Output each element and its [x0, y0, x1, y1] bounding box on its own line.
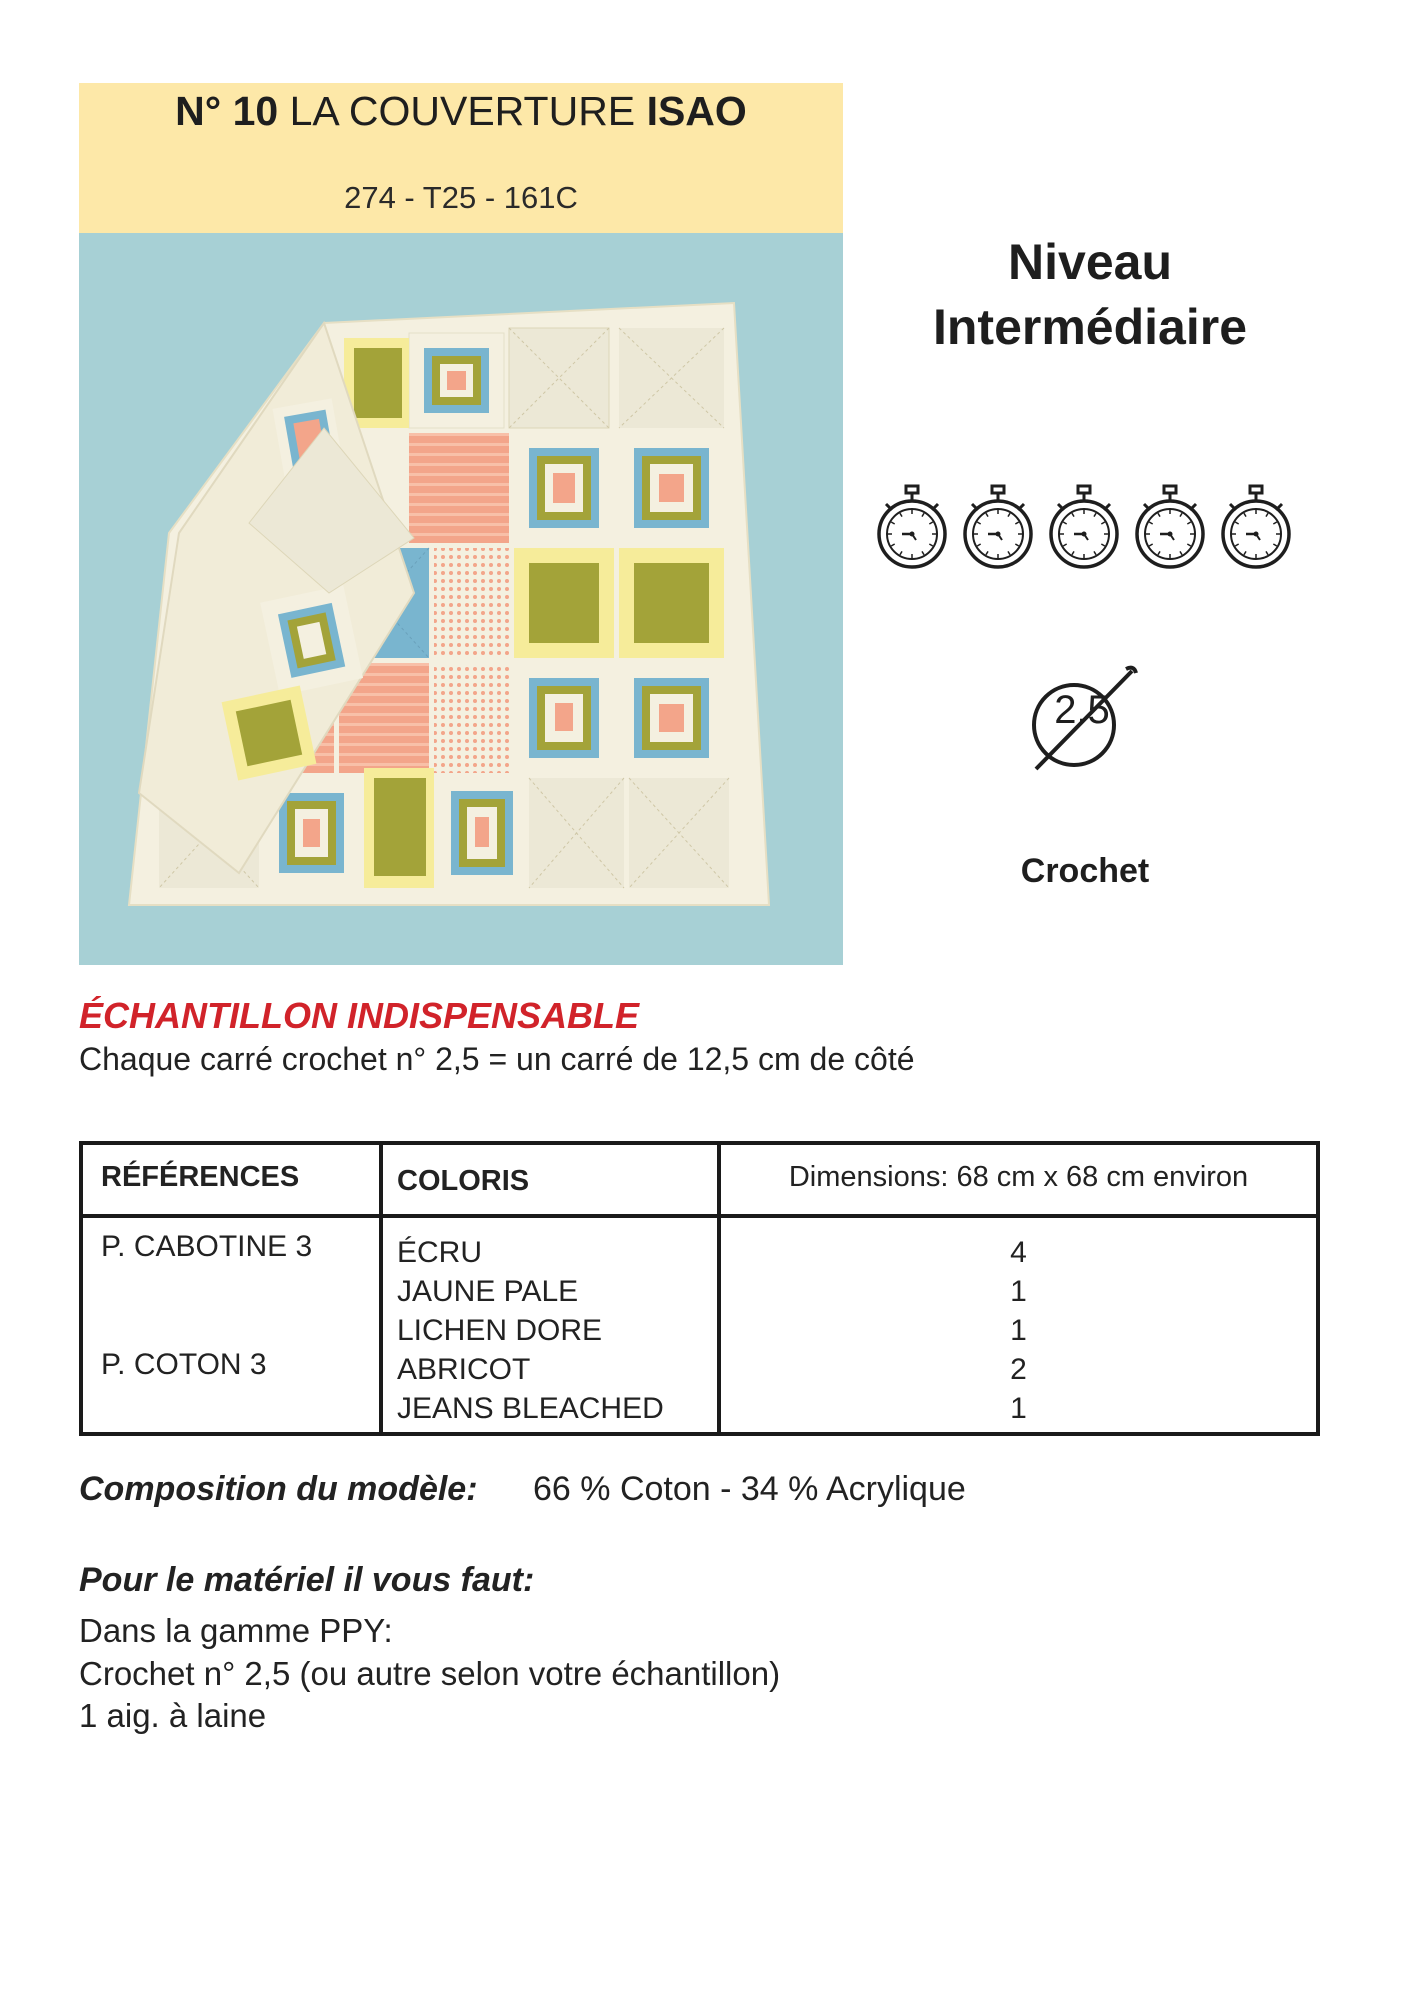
materials-line: Crochet n° 2,5 (ou autre selon votre échantillon): [79, 1655, 781, 1692]
difficulty-level: [880, 230, 1300, 360]
yarn-table: [79, 1141, 1320, 1436]
table-cell-color: JAUNE PALE: [397, 1275, 579, 1308]
blanket-illustration: [79, 233, 843, 965]
table-cell-color: ÉCRU: [397, 1236, 483, 1269]
tool-label: Crochet: [1020, 852, 1150, 890]
table-cell-quantity: 2: [1010, 1353, 1027, 1386]
pattern-title: LA COUVERTURE: [289, 88, 636, 134]
stopwatch-icon: [965, 486, 1031, 567]
table-header-divider: [83, 1214, 1316, 1218]
stopwatch-icons: [876, 484, 1296, 574]
stopwatch-icon: [1051, 486, 1117, 567]
composition-value: 66 % Coton - 34 % Acrylique: [533, 1470, 966, 1508]
stopwatch-icon: [879, 486, 945, 567]
page-title: [79, 86, 843, 136]
table-header-dimensions: Dimensions: 68 cm x 68 cm environ: [788, 1161, 1249, 1193]
table-cell-color: LICHEN DORE: [397, 1314, 603, 1347]
reference-code: 274 - T25 - 161C: [344, 180, 578, 215]
materials-line: Dans la gamme PPY:: [79, 1612, 393, 1649]
blanket-photo: [79, 233, 843, 965]
table-cell-reference: P. COTON 3: [101, 1348, 267, 1381]
gauge-text: Chaque carré crochet n° 2,5 = un carré de 12,5 cm de côté: [79, 1041, 915, 1077]
hook-size: 2.5: [1054, 688, 1110, 732]
table-cell-reference: P. CABOTINE 3: [101, 1230, 313, 1263]
pattern-name: ISAO: [646, 88, 747, 134]
table-cell-color: JEANS BLEACHED: [397, 1392, 664, 1425]
composition-label: Composition du modèle:: [79, 1470, 478, 1508]
gauge-heading: ÉCHANTILLON INDISPENSABLE: [79, 995, 640, 1036]
pattern-number: N° 10: [175, 88, 279, 134]
materials-line: 1 aig. à laine: [79, 1697, 267, 1734]
table-col-divider: [379, 1145, 383, 1432]
level-value: Intermédiaire: [932, 299, 1247, 355]
table-header-references: RÉFÉRENCES: [101, 1161, 300, 1193]
table-cell-quantity: 4: [1010, 1236, 1027, 1269]
table-cell-quantity: 1: [1010, 1392, 1027, 1425]
level-label: Niveau: [1008, 234, 1172, 290]
stopwatch-icon: [1137, 486, 1203, 567]
table-header-colors: COLORIS: [397, 1165, 530, 1197]
table-cell-quantity: 1: [1010, 1314, 1027, 1347]
time-rating: [876, 484, 1296, 574]
stopwatch-icon: [1223, 486, 1289, 567]
table-cell-color: ABRICOT: [397, 1353, 531, 1386]
table-cell-quantity: 1: [1010, 1275, 1027, 1308]
materials-heading: Pour le matériel il vous faut:: [79, 1561, 535, 1599]
